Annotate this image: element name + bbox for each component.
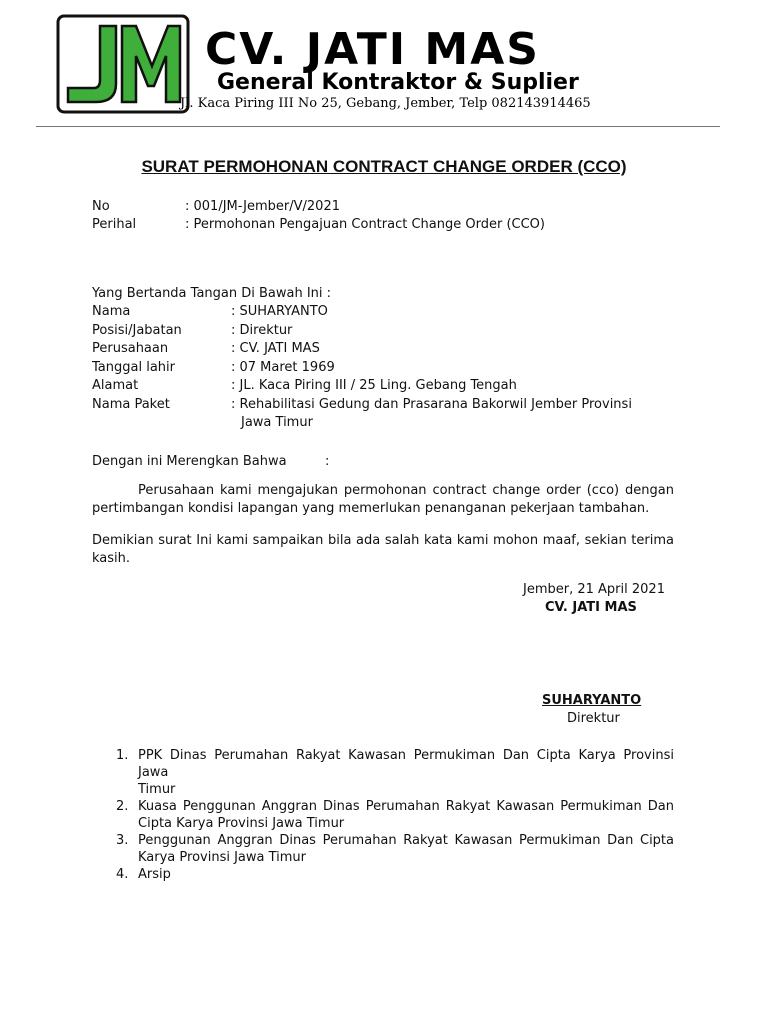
- field-label-tanggal-lahir: Tanggal lahir: [92, 360, 175, 375]
- signature-name: SUHARYANTO: [542, 693, 642, 708]
- statement-colon: :: [325, 454, 330, 469]
- paragraph-1-line-2: pertimbangan kondisi lapangan yang memerlukan penanganan pekerjaan tambahan.: [92, 501, 650, 516]
- company-name: CV. JATI MAS: [205, 24, 540, 75]
- perihal-label: Perihal: [92, 217, 137, 232]
- list-item: [92, 747, 674, 798]
- document-title: [0, 157, 768, 177]
- list-item-line-1: PPK Dinas Perumahan Rakyat Kawasan Permukiman Dan Cipta Karya Provinsi Jawa: [138, 748, 674, 780]
- list-item: [92, 832, 674, 866]
- field-value-tanggal-lahir: : 07 Maret 1969: [231, 360, 335, 375]
- company-tagline: General Kontraktor & Suplier: [217, 70, 579, 95]
- paragraph-1-line-1: Perusahaan kami mengajukan permohonan contract change order (cco) dengan: [138, 483, 674, 498]
- logo-text: JM: [56, 14, 58, 15]
- statement-label: Dengan ini Merengkan Bahwa: [92, 454, 287, 469]
- list-item-number: 1.: [116, 748, 129, 763]
- perihal-value: : Permohonan Pengajuan Contract Change Order (CCO): [185, 217, 545, 232]
- signature-company: CV. JATI MAS: [545, 600, 637, 615]
- field-label-jabatan: Posisi/Jabatan: [92, 323, 182, 338]
- field-label-nama-paket: Nama Paket: [92, 397, 170, 412]
- field-value-jabatan: : Direktur: [231, 323, 293, 338]
- list-item-line-1: Penggunan Anggran Dinas Perumahan Rakyat Kawasan Permukiman Dan Cipta: [138, 833, 674, 848]
- intro-line: Yang Bertanda Tangan Di Bawah Ini :: [92, 286, 332, 301]
- no-label: No: [92, 199, 110, 214]
- field-label-perusahaan: Perusahaan: [92, 341, 169, 356]
- list-item-line-2: Timur: [138, 782, 176, 797]
- field-value-perusahaan: : CV. JATI MAS: [231, 341, 320, 356]
- field-value-nama: : SUHARYANTO: [231, 304, 328, 319]
- list-item-line-1: Arsip: [138, 867, 171, 882]
- list-item-line-2: Karya Provinsi Jawa Timur: [138, 850, 307, 865]
- field-value-nama-paket-cont: Jawa Timur: [241, 415, 313, 430]
- list-item-number: 3.: [116, 833, 129, 848]
- signature-place-date: Jember, 21 April 2021: [523, 582, 665, 597]
- company-logo: [56, 14, 190, 114]
- list-item: [92, 798, 674, 832]
- field-label-nama: Nama: [92, 304, 131, 319]
- company-address: Jl. Kaca Piring III No 25, Gebang, Jember, Telp 082143914465: [180, 96, 591, 111]
- field-value-nama-paket: : Rehabilitasi Gedung dan Prasarana Bakorwil Jember Provinsi: [231, 397, 632, 412]
- header-divider: [36, 126, 720, 127]
- field-label-alamat: Alamat: [92, 378, 139, 393]
- signature-position: Direktur: [567, 711, 620, 726]
- no-value: : 001/JM-Jember/V/2021: [185, 199, 340, 214]
- list-item-line-1: Kuasa Penggunan Anggran Dinas Perumahan Rakyat Kawasan Permukiman Dan: [138, 799, 674, 814]
- paragraph-2-line-2: kasih.: [92, 551, 131, 566]
- list-item-number: 4.: [116, 867, 129, 882]
- field-value-alamat: : JL. Kaca Piring III / 25 Ling. Gebang Tengah: [231, 378, 517, 393]
- paragraph-2-line-1: Demikian surat Ini kami sampaikan bila ada salah kata kami mohon maaf, sekian terima: [92, 533, 674, 548]
- cc-list: [92, 747, 674, 883]
- document-title-text: SURAT PERMOHONAN CONTRACT CHANGE ORDER (CCO): [141, 157, 627, 176]
- list-item: [92, 866, 674, 883]
- list-item-number: 2.: [116, 799, 129, 814]
- list-item-line-2: Cipta Karya Provinsi Jawa Timur: [138, 816, 345, 831]
